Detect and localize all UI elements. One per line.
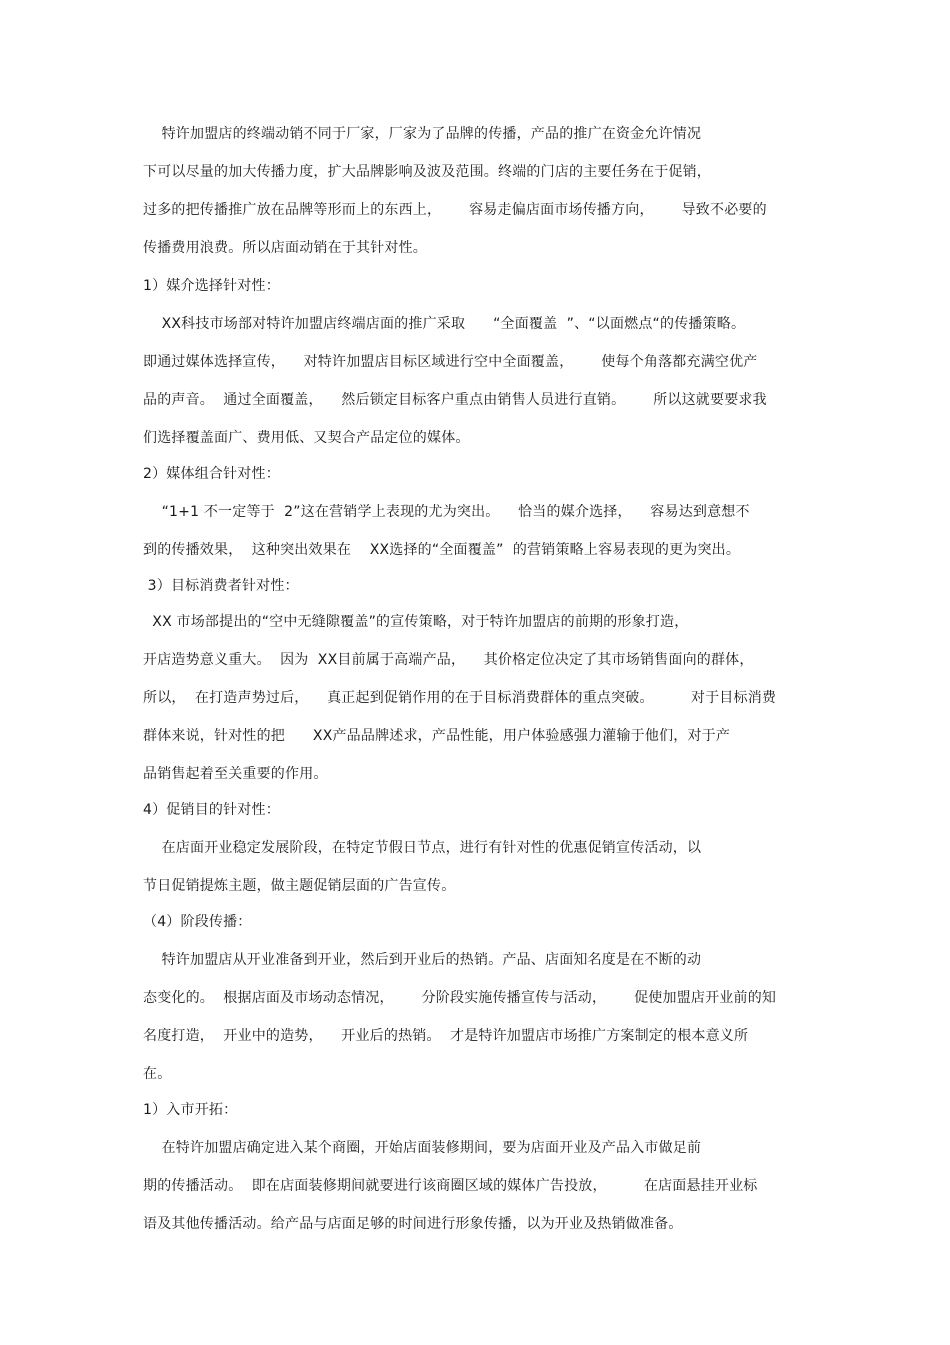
text-line: 在。 <box>143 1066 172 1082</box>
section-heading: 3）目标消费者针对性： <box>143 578 299 594</box>
text-line: 们选择覆盖面广、费用低、又契合产品定位的媒体。 <box>143 430 470 446</box>
text-line: 品的声音。 通过全面覆盖， 然后锁定目标客户重点由销售人员进行直销。 所以这就要要求我 <box>143 392 767 408</box>
section-heading: 1）媒介选择针对性： <box>143 278 280 294</box>
text-line: XX 市场部提出的“空中无缝隙覆盖”的宣传策略，对于特许加盟店的前期的形象打造， <box>143 614 689 630</box>
text-line: 到的传播效果， 这种突出效果在 XX选择的“全面覆盖” 的营销策略上容易表现的更为突出。 <box>143 542 741 558</box>
text-line: 过多的把传播推广放在品牌等形而上的东西上， 容易走偏店面市场传播方向， 导致不必要的 <box>143 202 767 218</box>
text-line: 态变化的。 根据店面及市场动态情况， 分阶段实施传播宣传与活动， 促使加盟店开业前的知 <box>143 990 777 1006</box>
text-line: 在特许加盟店确定进入某个商圈，开始店面装修期间，要为店面开业及产品入市做足前 <box>143 1140 702 1156</box>
text-line: 下可以尽量的加大传播力度，扩大品牌影响及波及范围。终端的门店的主要任务在于促销， <box>143 164 711 180</box>
text-line: 在店面开业稳定发展阶段，在特定节假日节点，进行有针对性的优惠促销宣传活动，以 <box>143 840 702 856</box>
text-line: 传播费用浪费。所以店面动销在于其针对性。 <box>143 240 427 256</box>
section-heading: 2）媒体组合针对性： <box>143 466 280 482</box>
text-line: 特许加盟店从开业准备到开业，然后到开业后的热销。产品、店面知名度是在不断的动 <box>143 952 702 968</box>
text-line: 名度打造， 开业中的造势， 开业后的热销。 才是特许加盟店市场推广方案制定的根本意义所 <box>143 1028 749 1044</box>
text-line: 开店造势意义重大。 因为 XX目前属于高端产品， 其价格定位决定了其市场销售面向的群体， <box>143 652 754 668</box>
section-heading: 1）入市开拓： <box>143 1102 238 1118</box>
text-line: 即通过媒体选择宣传， 对特许加盟店目标区域进行空中全面覆盖， 使每个角落都充满空优产 <box>143 354 758 370</box>
text-line: XX科技市场部对特许加盟店终端店面的推广采取 “全面覆盖 ”、“以面燃点“的传播策略。 <box>143 316 746 332</box>
text-line: “1+1 不一定等于 2”这在营销学上表现的尤为突出。 恰当的媒介选择， 容易达到意想不 <box>143 504 750 520</box>
text-line: 品销售起着至关重要的作用。 <box>143 766 328 782</box>
text-line: 群体来说，针对性的把 XX产品品牌述求，产品性能，用户体验感强力灌输于他们，对于产 <box>143 728 731 744</box>
text-line: 节日促销提炼主题，做主题促销层面的广告宣传。 <box>143 878 456 894</box>
section-heading: （4）阶段传播： <box>143 914 252 930</box>
text-line: 期的传播活动。 即在店面装修期间就要进行该商圈区域的媒体广告投放， 在店面悬挂开业标 <box>143 1178 758 1194</box>
text-line: 特许加盟店的终端动销不同于厂家，厂家为了品牌的传播，产品的推广在资金允许情况 <box>143 126 702 142</box>
section-heading: 4）促销目的针对性： <box>143 802 280 818</box>
text-line: 语及其他传播活动。给产品与店面足够的时间进行形象传播，以为开业及热销做准备。 <box>143 1216 683 1232</box>
text-line: 所以， 在打造声势过后， 真正起到促销作用的在于目标消费群体的重点突破。 对于目标消费 <box>143 690 777 706</box>
